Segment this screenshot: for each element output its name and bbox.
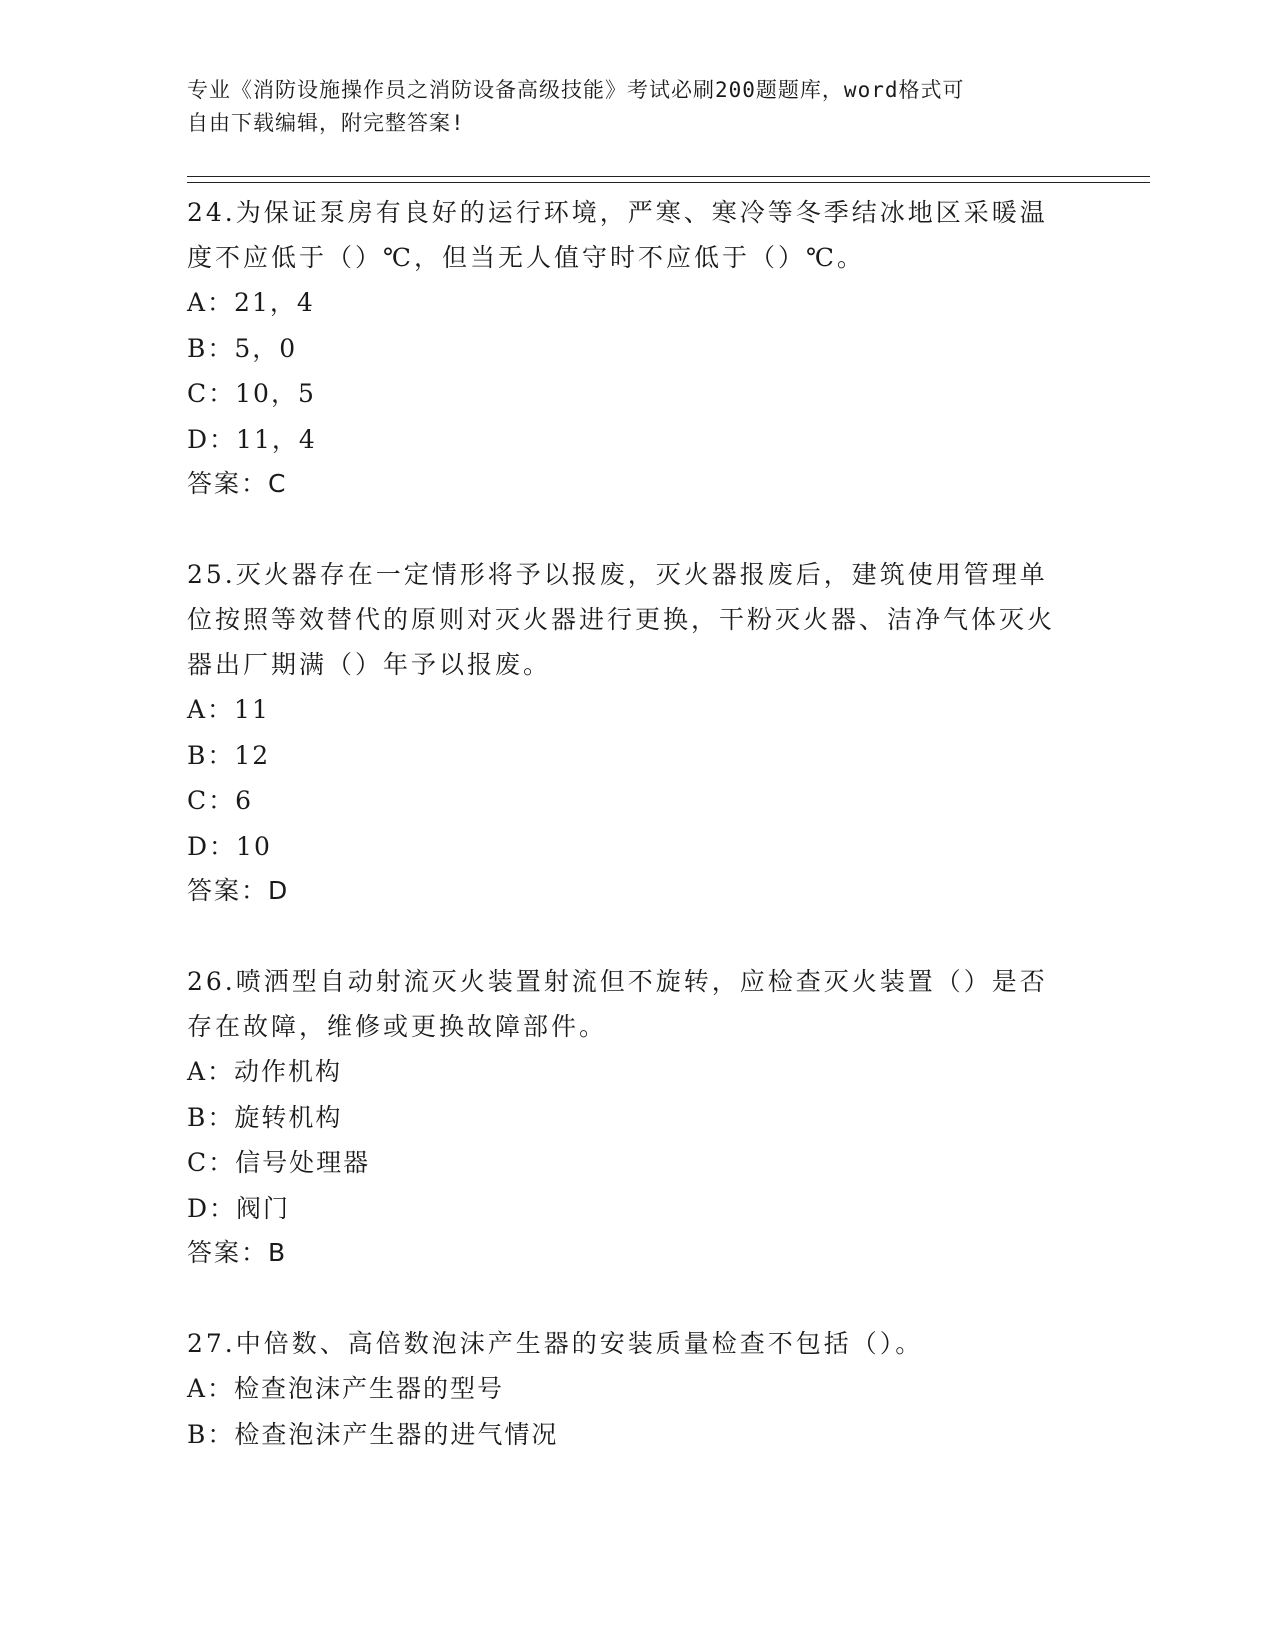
- option-d: D：11，4: [187, 424, 317, 454]
- option-c: C：信号处理器: [187, 1148, 371, 1177]
- option-b: B：旋转机构: [187, 1102, 343, 1132]
- header-line-1: 专业《消防设施操作员之消防设备高级技能》考试必刷200题题库，word格式可: [187, 78, 965, 102]
- option-d: D：阀门: [187, 1193, 291, 1223]
- question-stem: 26.喷洒型自动射流灭火装置射流但不旋转，应检查灭火装置（）是否存在故障，维修或更换故障部件。: [187, 967, 1048, 1041]
- option-b: B：12: [187, 740, 271, 770]
- document-header: [187, 74, 1087, 140]
- question-spacer: [187, 506, 1147, 552]
- option-d: D：10: [187, 831, 272, 861]
- header-line-2: 自由下载编辑，附完整答案!: [187, 111, 465, 135]
- option-c: C：6: [187, 786, 254, 815]
- option-b: B：5，0: [187, 333, 298, 363]
- option-a: A：21，4: [187, 288, 315, 317]
- question-stem: 24.为保证泵房有良好的运行环境，严寒、寒冷等冬季结冰地区采暖温度不应低于（）℃，但当无人值守时不应低于（）℃。: [187, 198, 1048, 272]
- header-divider-bottom: [187, 182, 1150, 183]
- answer-label: 答案：C: [187, 469, 288, 498]
- header-divider-top: [187, 176, 1150, 177]
- question-25: [187, 552, 1147, 913]
- option-b: B：检查泡沫产生器的进气情况: [187, 1419, 559, 1449]
- question-spacer: [187, 1275, 1147, 1321]
- answer-label: 答案：B: [187, 1238, 288, 1267]
- answer-label: 答案：D: [187, 876, 290, 905]
- question-list: [187, 190, 1147, 1457]
- option-a: A：检查泡沫产生器的型号: [187, 1374, 505, 1403]
- option-a: A：动作机构: [187, 1057, 343, 1086]
- question-26: [187, 959, 1147, 1275]
- option-c: C：10，5: [187, 379, 316, 408]
- question-stem: 27.中倍数、高倍数泡沫产生器的安装质量检查不包括（）。: [187, 1329, 924, 1358]
- question-spacer: [187, 913, 1147, 959]
- option-a: A：11: [187, 695, 270, 724]
- question-27: [187, 1321, 1147, 1457]
- question-24: [187, 190, 1147, 506]
- question-stem: 25.灭火器存在一定情形将予以报废，灭火器报废后，建筑使用管理单位按照等效替代的原则对灭火器进行更换，干粉灭火器、洁净气体灭火器出厂期满（）年予以报废。: [187, 560, 1056, 679]
